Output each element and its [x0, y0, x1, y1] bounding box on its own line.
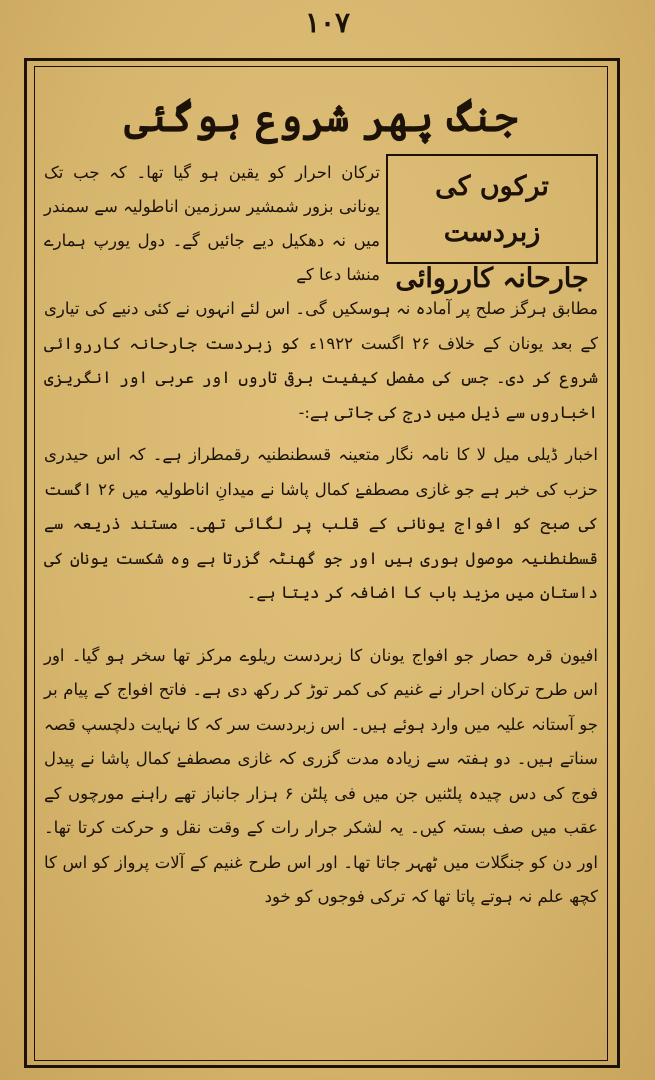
paragraph-2: اخبار ڈیلی میل لا کا نامہ نگار متعینہ قسطنطنیہ رقمطراز ہے۔ کہ اس حیدری حزب کی خبر ہے جو غازی مصطفےٰ کمال پاشا نے میدانِ اناطولیہ میں ۲۶ اگست کی صبح کو افواج یونانی کے قلب پر لگائی تھی۔ مستند ذریعہ سے قسطنطنیہ موصول ہوری ہیں اور جو گھنٹہ گزرتا ہے وہ شکست یونان کی داستان میں مزید باب کا اضافہ کر دیتا ہے۔: [44, 445, 598, 602]
paragraph-3: افیون قرہ حصار جو افواج یونان کا زبردست ریلوے مرکز تھا سخر ہو گیا۔ اور اس طرح ترکان احرار نے غنیم کی کمر توڑ کر رکھ دی ہے۔ فاتح افواج کے پیام بر جو آستانہ علیہ میں وارد ہوئے ہیں۔ اس زبردست سر کہ کا نہایت دلچسپ قصہ سناتے ہیں۔ دو ہفتہ سے زیادہ مدت گزری کہ غازی مصطفےٰ کمال پاشا نے پیدل فوج کی دس چیدہ پلٹنیں جن میں فی پلٹن ۶ ہزار جانباز تھے راہنے مورچوں کے عقب میں صف بستہ کیں۔ یہ لشکر جرار رات کے وقت نقل و حرکت کرتا تھا۔ اور دن کو جنگلات میں ٹھہر جاتا تھا۔ اور اس طرح غنیم کے آلات پرواز کو اس کا کچھ علم نہ ہوتے پاتا تھا کہ ترکی فوجوں کو خود: [44, 645, 599, 906]
paragraph-1: مطابق ہرگز صلح پر آمادہ نہ ہوسکیں گی۔ اس لئے انہوں نے کئی دنیے کی تیاری کے بعد یونان کے خلاف ۲۶ اگست ۱۹۲۲ء کو زبردست جارحانہ کارروائی شروع کر دی۔ جس کی مفصل کیفیت برقی تاروں اور عربی اور انگریزی اخباروں سے ذیل میں درج کی جاتی ہے:-: [44, 299, 598, 422]
page-number: ۱۰۷: [304, 6, 351, 39]
lead-row: [44, 154, 598, 292]
headline: جنگ پھر شروع ہوگئی: [124, 94, 518, 141]
subhead-box: [386, 154, 598, 294]
subhead-line-2: جارحانہ کارروائی: [395, 262, 589, 294]
article: [44, 74, 598, 1054]
lead-paragraph: ترکان احرار کو یقین ہو گیا تھا۔ کہ جب تک یونانی بزور شمشیر سرزمین اناطولیہ سے سمندر میں نہ دھکیل دیے جائیں گے۔ دول یورپ ہمارے منشا دعا کے: [44, 163, 380, 284]
subhead-line-1: ترکوں کی زبردست: [435, 171, 549, 248]
